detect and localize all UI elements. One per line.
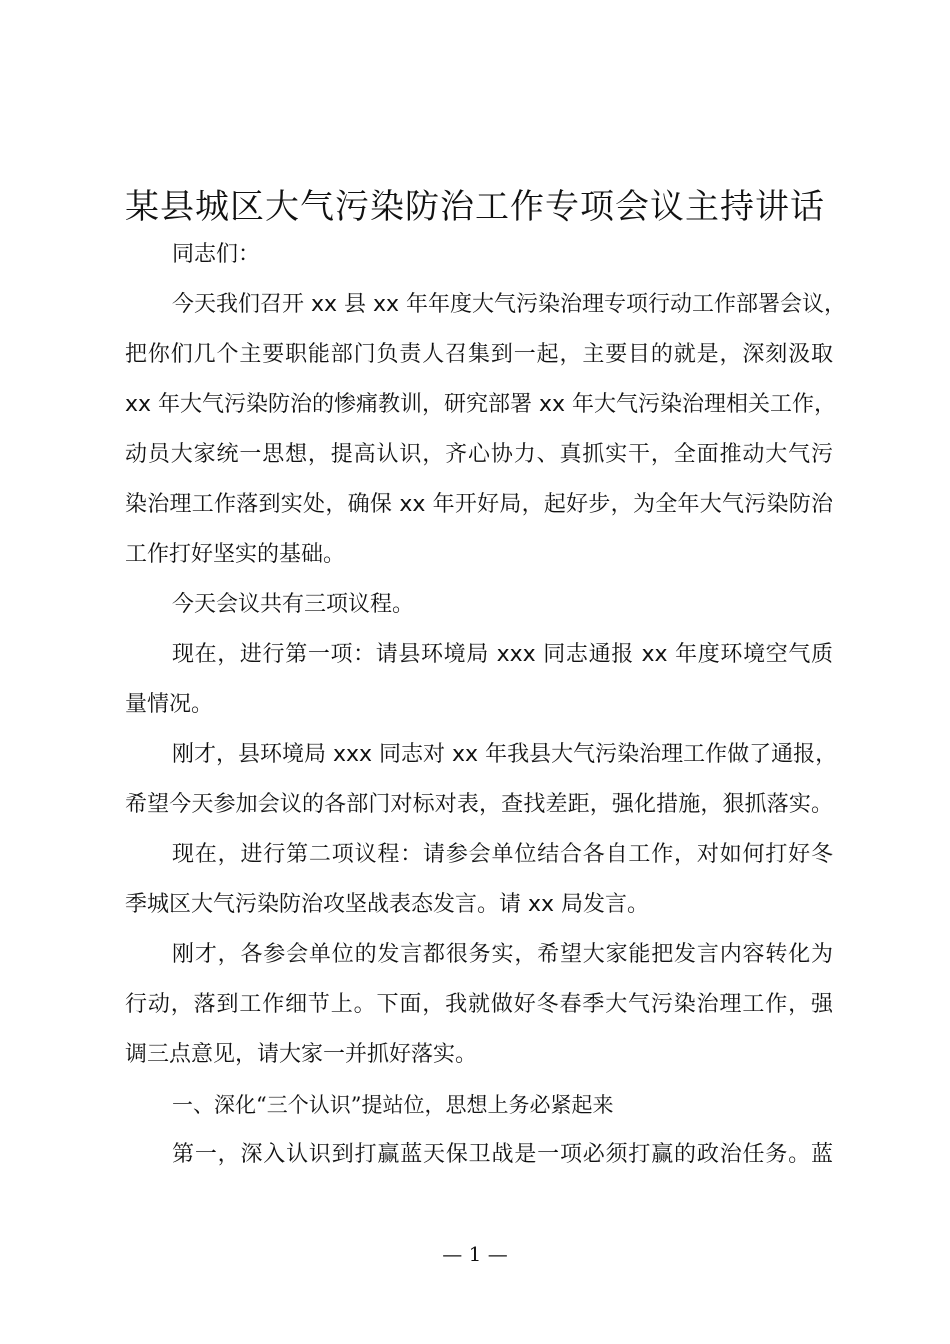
salutation: 同志们： — [172, 242, 261, 267]
paragraph-line: 工作打好坚实的基础。 — [125, 542, 346, 567]
paragraph-line: 今天我们召开 xx 县 xx 年年度大气污染治理专项行动工作部署会议， — [172, 292, 847, 317]
paragraph-line: 第一，深入认识到打赢蓝天保卫战是一项必须打赢的政治任务。蓝 — [172, 1142, 833, 1167]
paragraph-line: 量情况。 — [125, 692, 214, 717]
document-title: 某县城区大气污染防治工作专项会议主持讲话 — [125, 187, 825, 227]
paragraph-line: 动员大家统一思想，提高认识，齐心协力、真抓实干，全面推动大气污 — [125, 442, 833, 467]
paragraph-line: 调三点意见，请大家一并抓好落实。 — [125, 1042, 478, 1067]
page-number: — 1 — — [442, 1242, 508, 1266]
paragraph-line: 希望今天参加会议的各部门对标对表，查找差距，强化措施，狠抓落实。 — [125, 792, 833, 817]
paragraph-line: 现在，进行第一项：请县环境局 xxx 同志通报 xx 年度环境空气质 — [172, 642, 833, 667]
paragraph-line: 染治理工作落到实处，确保 xx 年开好局，起好步，为全年大气污染防治 — [125, 492, 833, 517]
paragraph-line: 季城区大气污染防治攻坚战表态发言。请 xx 局发言。 — [125, 892, 650, 917]
section-heading: 一、深化“三个认识”提站位，思想上务必紧起来 — [172, 1093, 614, 1117]
paragraph-line: 现在，进行第二项议程：请参会单位结合各自工作，对如何打好冬 — [172, 842, 833, 867]
paragraph-line: 把你们几个主要职能部门负责人召集到一起，主要目的就是，深刻汲取 — [125, 342, 833, 367]
paragraph-line: 行动，落到工作细节上。下面，我就做好冬春季大气污染治理工作，强 — [125, 992, 833, 1017]
paragraph-line: 刚才，县环境局 xxx 同志对 xx 年我县大气污染治理工作做了通报， — [172, 742, 838, 767]
paragraph-line: xx 年大气污染防治的惨痛教训，研究部署 xx 年大气污染治理相关工作， — [125, 392, 837, 417]
paragraph-line: 刚才，各参会单位的发言都很务实，希望大家能把发言内容转化为 — [172, 942, 833, 967]
paragraph-line: 今天会议共有三项议程。 — [172, 592, 415, 617]
